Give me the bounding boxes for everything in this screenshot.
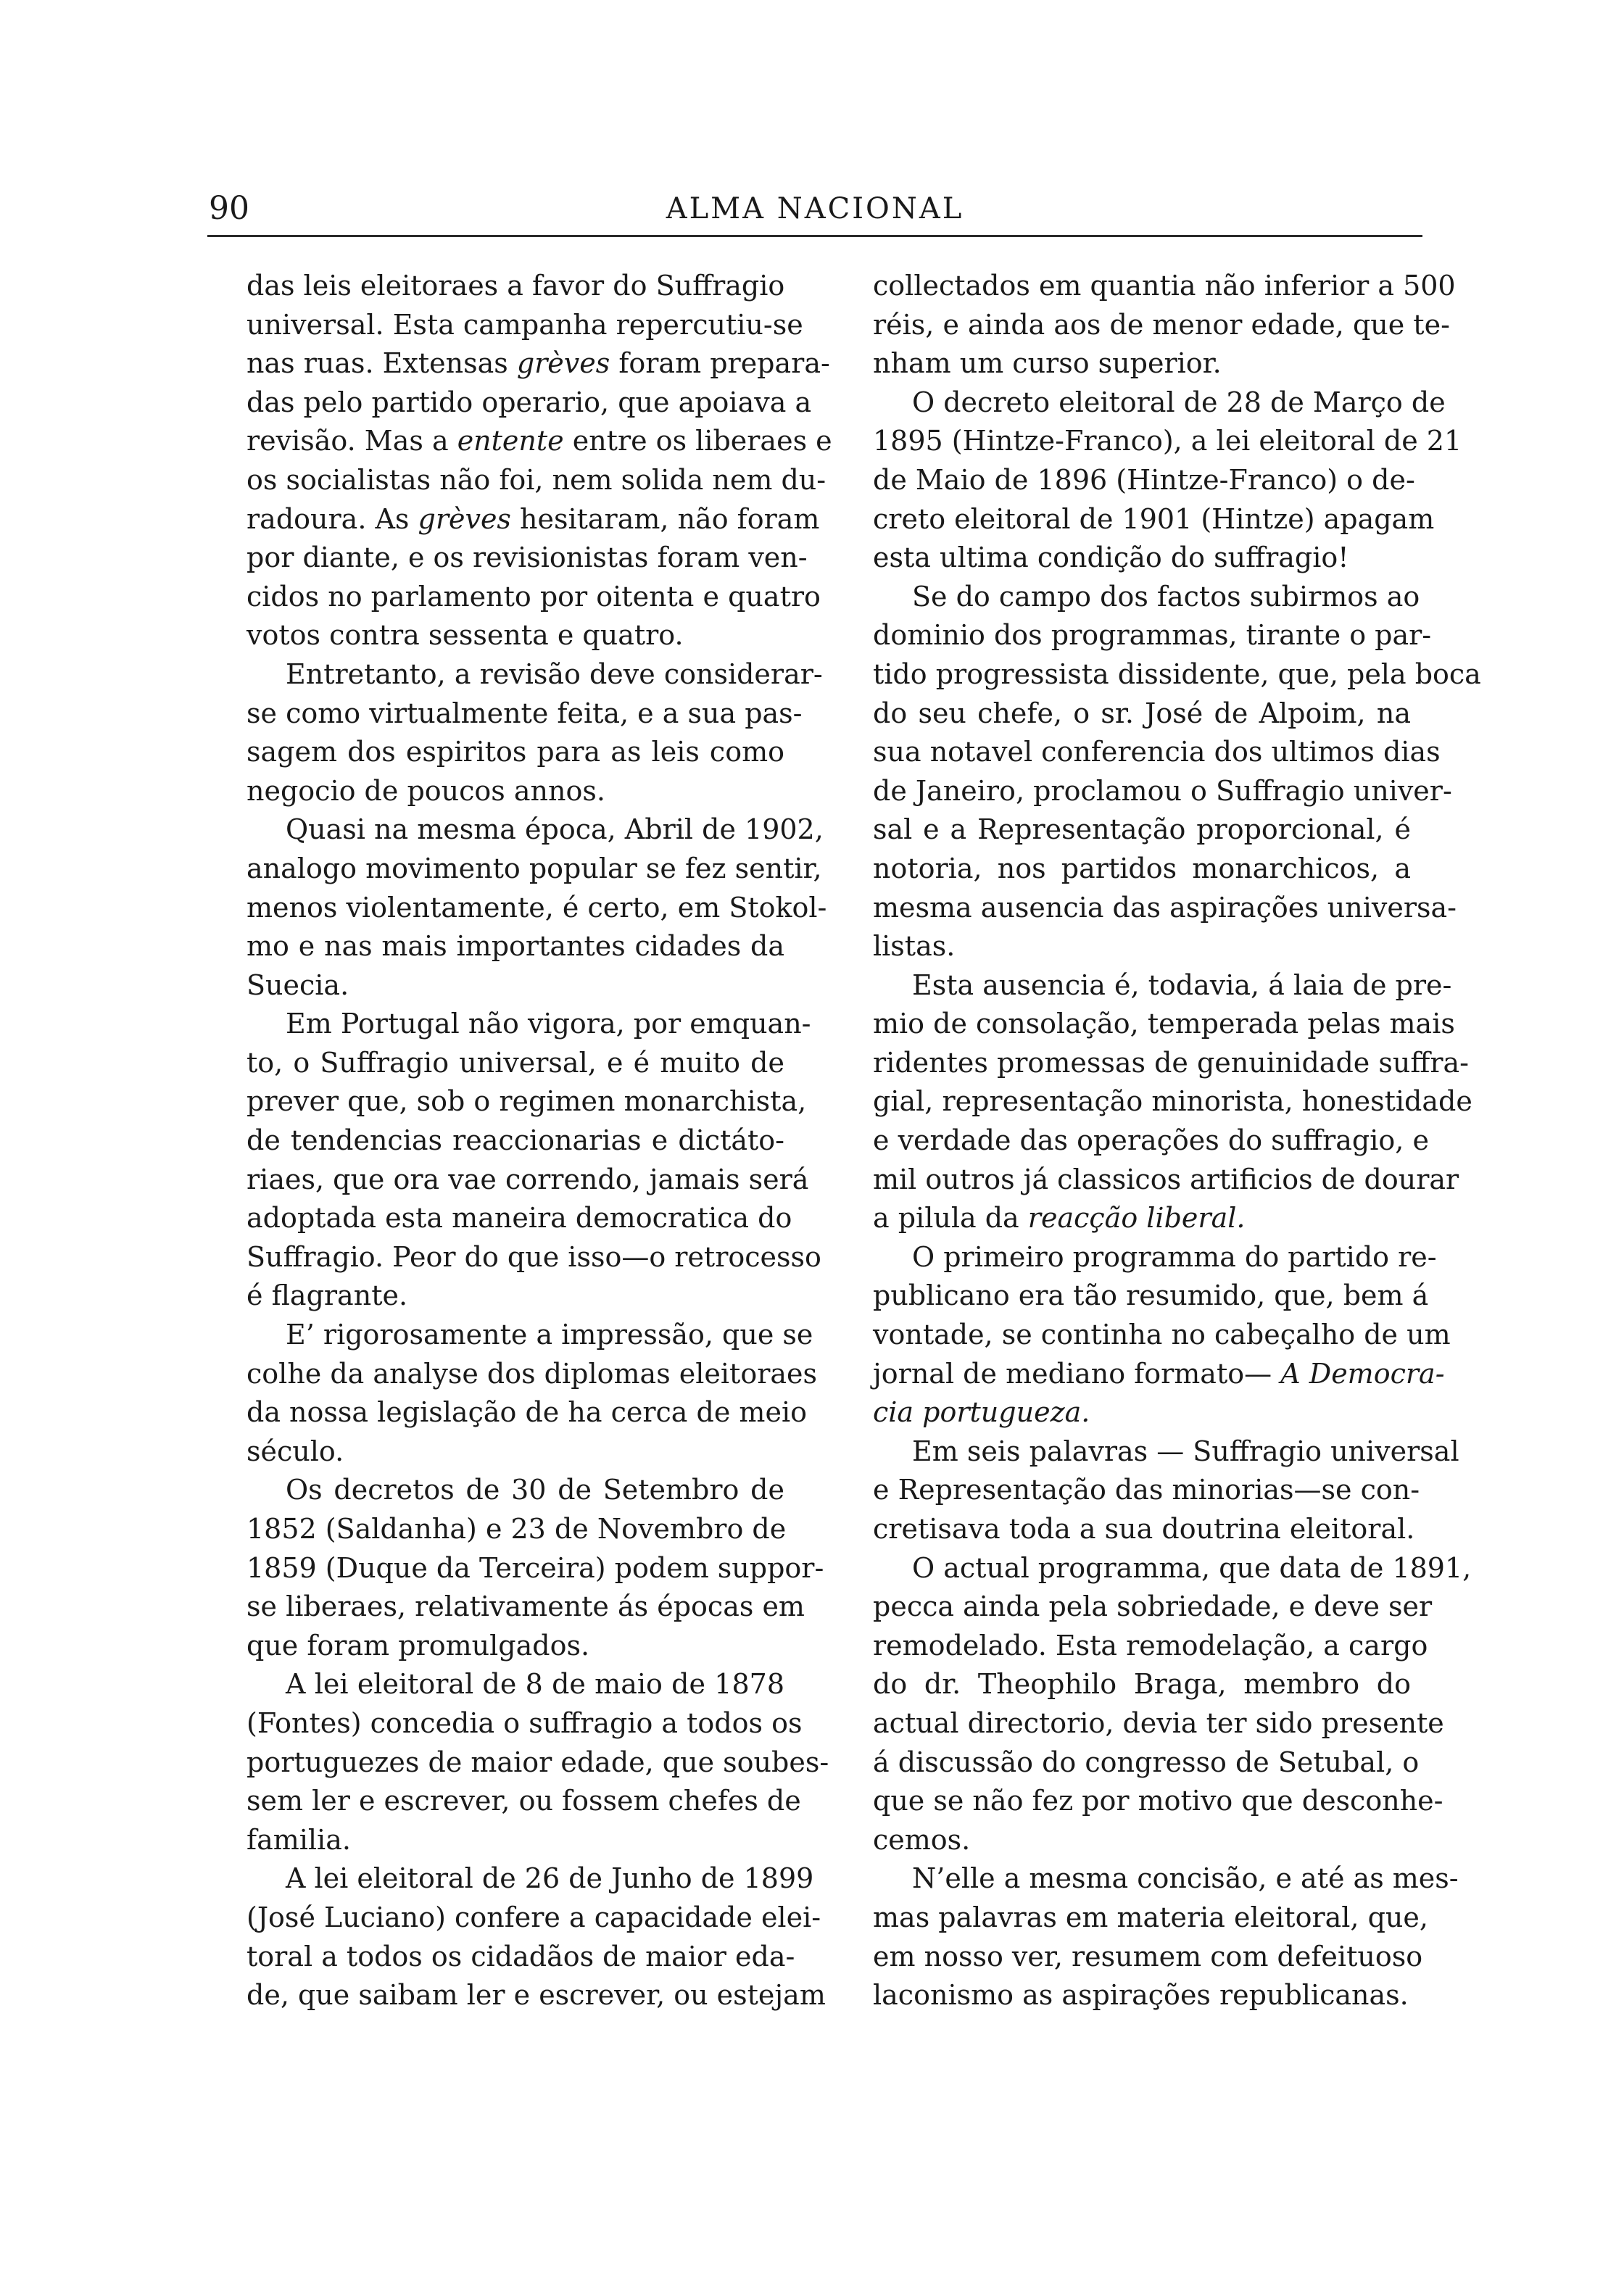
text-line: que se não fez por motivo que desconhe- [873, 1785, 1443, 1817]
text-line: laconismo as aspirações republicanas. [873, 1979, 1409, 2012]
text-line: Em seis palavras — Suffragio universal [912, 1435, 1459, 1467]
text-line: é flagrante. [246, 1279, 408, 1312]
text-line: sua notavel conferencia dos ultimos dias [873, 736, 1441, 768]
text-line: prever que, sob o regimen monarchista, [246, 1085, 807, 1118]
text-line: Os decretos de 30 de Setembro de [286, 1474, 784, 1506]
text-line: O actual programma, que data de 1891, [912, 1551, 1472, 1584]
paragraph [207, 810, 827, 1005]
paragraph [834, 1432, 1459, 1549]
text-line: remodelado. Esta remodelação, a cargo [873, 1629, 1428, 1662]
text-run: foram prepara- [610, 347, 830, 380]
text-line: A lei eleitoral de 26 de Junho de 1899 [286, 1862, 814, 1895]
text-line: das pelo partido operario, que apoiava a [246, 386, 812, 418]
text-line: nham um curso superior. [873, 347, 1222, 380]
text-line: do seu chefe, o sr. José de Alpoim, na [873, 697, 1411, 729]
text-line: menos violentamente, é certo, em Stokol- [246, 891, 827, 924]
text-line: A lei eleitoral de 8 de maio de 1878 [286, 1668, 784, 1701]
page-header [207, 181, 1422, 236]
text-line: 1895 (Hintze-Franco), a lei eleitoral de 21 [873, 425, 1462, 457]
paragraph [207, 267, 832, 655]
text-line: adoptada esta maneira democratica do [246, 1202, 792, 1235]
text-line: O primeiro programma do partido re- [912, 1240, 1437, 1273]
text-line [207, 344, 830, 383]
text-line: listas. [873, 930, 956, 963]
text-line: gial, representação minorista, honestidade [873, 1085, 1472, 1118]
text-line: 1852 (Saldanha) e 23 de Novembro de [246, 1513, 787, 1545]
italic-text: grèves [418, 502, 511, 535]
text-line: Esta ausencia é, todavia, á laia de pre- [912, 968, 1452, 1001]
text-line: dominio dos programmas, tirante o par- [873, 619, 1432, 652]
italic-text: A Democra- [1280, 1357, 1445, 1390]
text-line: e verdade das operações do suffragio, e [873, 1124, 1429, 1157]
text-line: mesma ausencia das aspirações universa- [873, 891, 1457, 924]
text-line: actual directorio, devia ter sido presente [873, 1706, 1444, 1739]
text-line: mas palavras em materia eleitoral, que, [873, 1901, 1428, 1933]
text-line: século. [246, 1435, 344, 1467]
text-line: sal e a Representação proporcional, é [873, 813, 1411, 846]
text-line: pecca ainda pela sobriedade, e deve ser [873, 1590, 1433, 1623]
text-run: a pilula da [873, 1202, 1028, 1235]
text-line: collectados em quantia não inferior a 500 [873, 270, 1456, 302]
text-line: Quasi na mesma época, Abril de 1902, [286, 813, 824, 846]
text-line: mil outros já classicos artificios de dourar [873, 1163, 1459, 1195]
text-line: to, o Suffragio universal, e é muito de [246, 1046, 784, 1079]
paragraph [834, 578, 1481, 966]
text-run: hesitaram, não foram [510, 502, 820, 535]
paragraph [834, 267, 1456, 383]
text-line: publicano era tão resumido, que, bem á [873, 1279, 1429, 1312]
text-line: de, que saibam ler e escrever, ou estejam [246, 1979, 826, 2012]
text-line: se como virtualmente feita, e a sua pas- [246, 697, 803, 729]
paragraph [834, 1238, 1451, 1432]
text-line: das leis eleitoraes a favor do Suffragio [246, 270, 785, 302]
text-line: á discussão do congresso de Setubal, o [873, 1746, 1420, 1778]
paragraph [207, 1665, 829, 1859]
running-title: ALMA NACIONAL [666, 192, 964, 225]
text-run: radoura. As [246, 502, 418, 535]
text-run: entre os liberaes e [563, 425, 832, 457]
text-line: do dr. Theophilo Braga, membro do [873, 1668, 1411, 1701]
text-line: universal. Esta campanha repercutiu-se [246, 308, 803, 341]
paragraph [834, 383, 1462, 578]
text-line: 1859 (Duque da Terceira) podem suppor- [246, 1551, 824, 1584]
text-line: colhe da analyse dos diplomas eleitoraes [246, 1357, 818, 1390]
text-run: jornal de mediano formato— [873, 1357, 1281, 1390]
text-line: cidos no parlamento por oitenta e quatro [246, 580, 821, 613]
text-line: de Maio de 1896 (Hintze-Franco) o de- [873, 463, 1415, 496]
text-line: (José Luciano) confere a capacidade elei- [246, 1901, 821, 1933]
text-line: cemos. [873, 1823, 971, 1856]
italic-text: entente [457, 425, 564, 457]
text-line: Se do campo dos factos subirmos ao [912, 580, 1420, 613]
paragraph [834, 966, 1472, 1238]
text-line [834, 1199, 1411, 1238]
text-line: se liberaes, relativamente ás épocas em [246, 1590, 805, 1623]
text-line: de Janeiro, proclamou o Suffragio univer- [873, 774, 1452, 807]
paragraph [207, 1859, 826, 2015]
right-column [834, 267, 1481, 2015]
text-line: Em Portugal não vigora, por emquan- [286, 1008, 811, 1040]
text-line: creto eleitoral de 1901 (Hintze) apagam [873, 502, 1435, 535]
text-line: mio de consolação, temperada pelas mais [873, 1008, 1455, 1040]
text-line: analogo movimento popular se fez sentir, [246, 852, 822, 884]
text-line [207, 500, 820, 539]
text-line: votos contra sessenta e quatro. [246, 619, 684, 652]
text-run: nas ruas. Extensas [246, 347, 517, 380]
text-line: réis, e ainda aos de menor edade, que te- [873, 308, 1450, 341]
text-line: E’ rigorosamente a impressão, que se [286, 1319, 813, 1351]
text-line [834, 1355, 1445, 1394]
text-line: toral a todos os cidadãos de maior eda- [246, 1940, 795, 1973]
text-line: familia. [246, 1823, 351, 1856]
paragraph [207, 1005, 821, 1316]
header-rule [207, 235, 1422, 237]
paragraph [834, 1549, 1472, 1860]
text-line: vontade, se continha no cabeçalho de um [873, 1319, 1451, 1351]
text-line [834, 1393, 1411, 1432]
text-line: da nossa legislação de ha cerca de meio [246, 1396, 807, 1429]
text-line: riaes, que ora vae correndo, jamais será [246, 1163, 809, 1195]
paragraph [207, 1316, 818, 1471]
text-line: sem ler e escrever, ou fossem chefes de [246, 1785, 801, 1817]
left-column [207, 267, 832, 2015]
italic-text: reacção liberal. [1027, 1202, 1246, 1235]
text-line: e Representação das minorias—se con- [873, 1474, 1420, 1506]
italic-text: cia portugueza. [873, 1396, 1090, 1429]
text-line: sagem dos espiritos para as leis como [246, 736, 784, 768]
text-line: em nosso ver, resumem com defeituoso [873, 1940, 1423, 1973]
page-number: 90 [209, 190, 249, 227]
text-line [207, 422, 832, 461]
text-line: Suffragio. Peor do que isso—o retrocesso [246, 1240, 821, 1273]
text-line: O decreto eleitoral de 28 de Março de [912, 386, 1446, 418]
text-line: ridentes promessas de genuinidade suffra- [873, 1046, 1470, 1079]
text-line: que foram promulgados. [246, 1629, 590, 1662]
paragraph [207, 655, 823, 810]
text-line: esta ultima condição do suffragio! [873, 542, 1349, 574]
text-run: revisão. Mas a [246, 425, 457, 457]
text-line: negocio de poucos annos. [246, 774, 605, 807]
text-line: por diante, e os revisionistas foram ven- [246, 542, 808, 574]
text-line: portuguezes de maior edade, que soubes- [246, 1746, 829, 1778]
text-line: tido progressista dissidente, que, pela boca [873, 658, 1481, 690]
text-line: Entretanto, a revisão deve considerar- [286, 658, 823, 690]
text-line: notoria, nos partidos monarchicos, a [873, 852, 1411, 884]
text-line: os socialistas não foi, nem solida nem du- [246, 463, 826, 496]
paragraph [207, 1471, 824, 1665]
text-line: (Fontes) concedia o suffragio a todos os [246, 1706, 803, 1739]
italic-text: grèves [516, 347, 610, 380]
text-line: mo e nas mais importantes cidades da [246, 930, 784, 963]
text-line: N’elle a mesma concisão, e até as mes- [912, 1862, 1459, 1895]
text-line: Suecia. [246, 968, 349, 1001]
text-line: de tendencias reaccionarias e dictáto- [246, 1124, 784, 1157]
paragraph [834, 1859, 1459, 2015]
text-line: cretisava toda a sua doutrina eleitoral. [873, 1513, 1415, 1545]
